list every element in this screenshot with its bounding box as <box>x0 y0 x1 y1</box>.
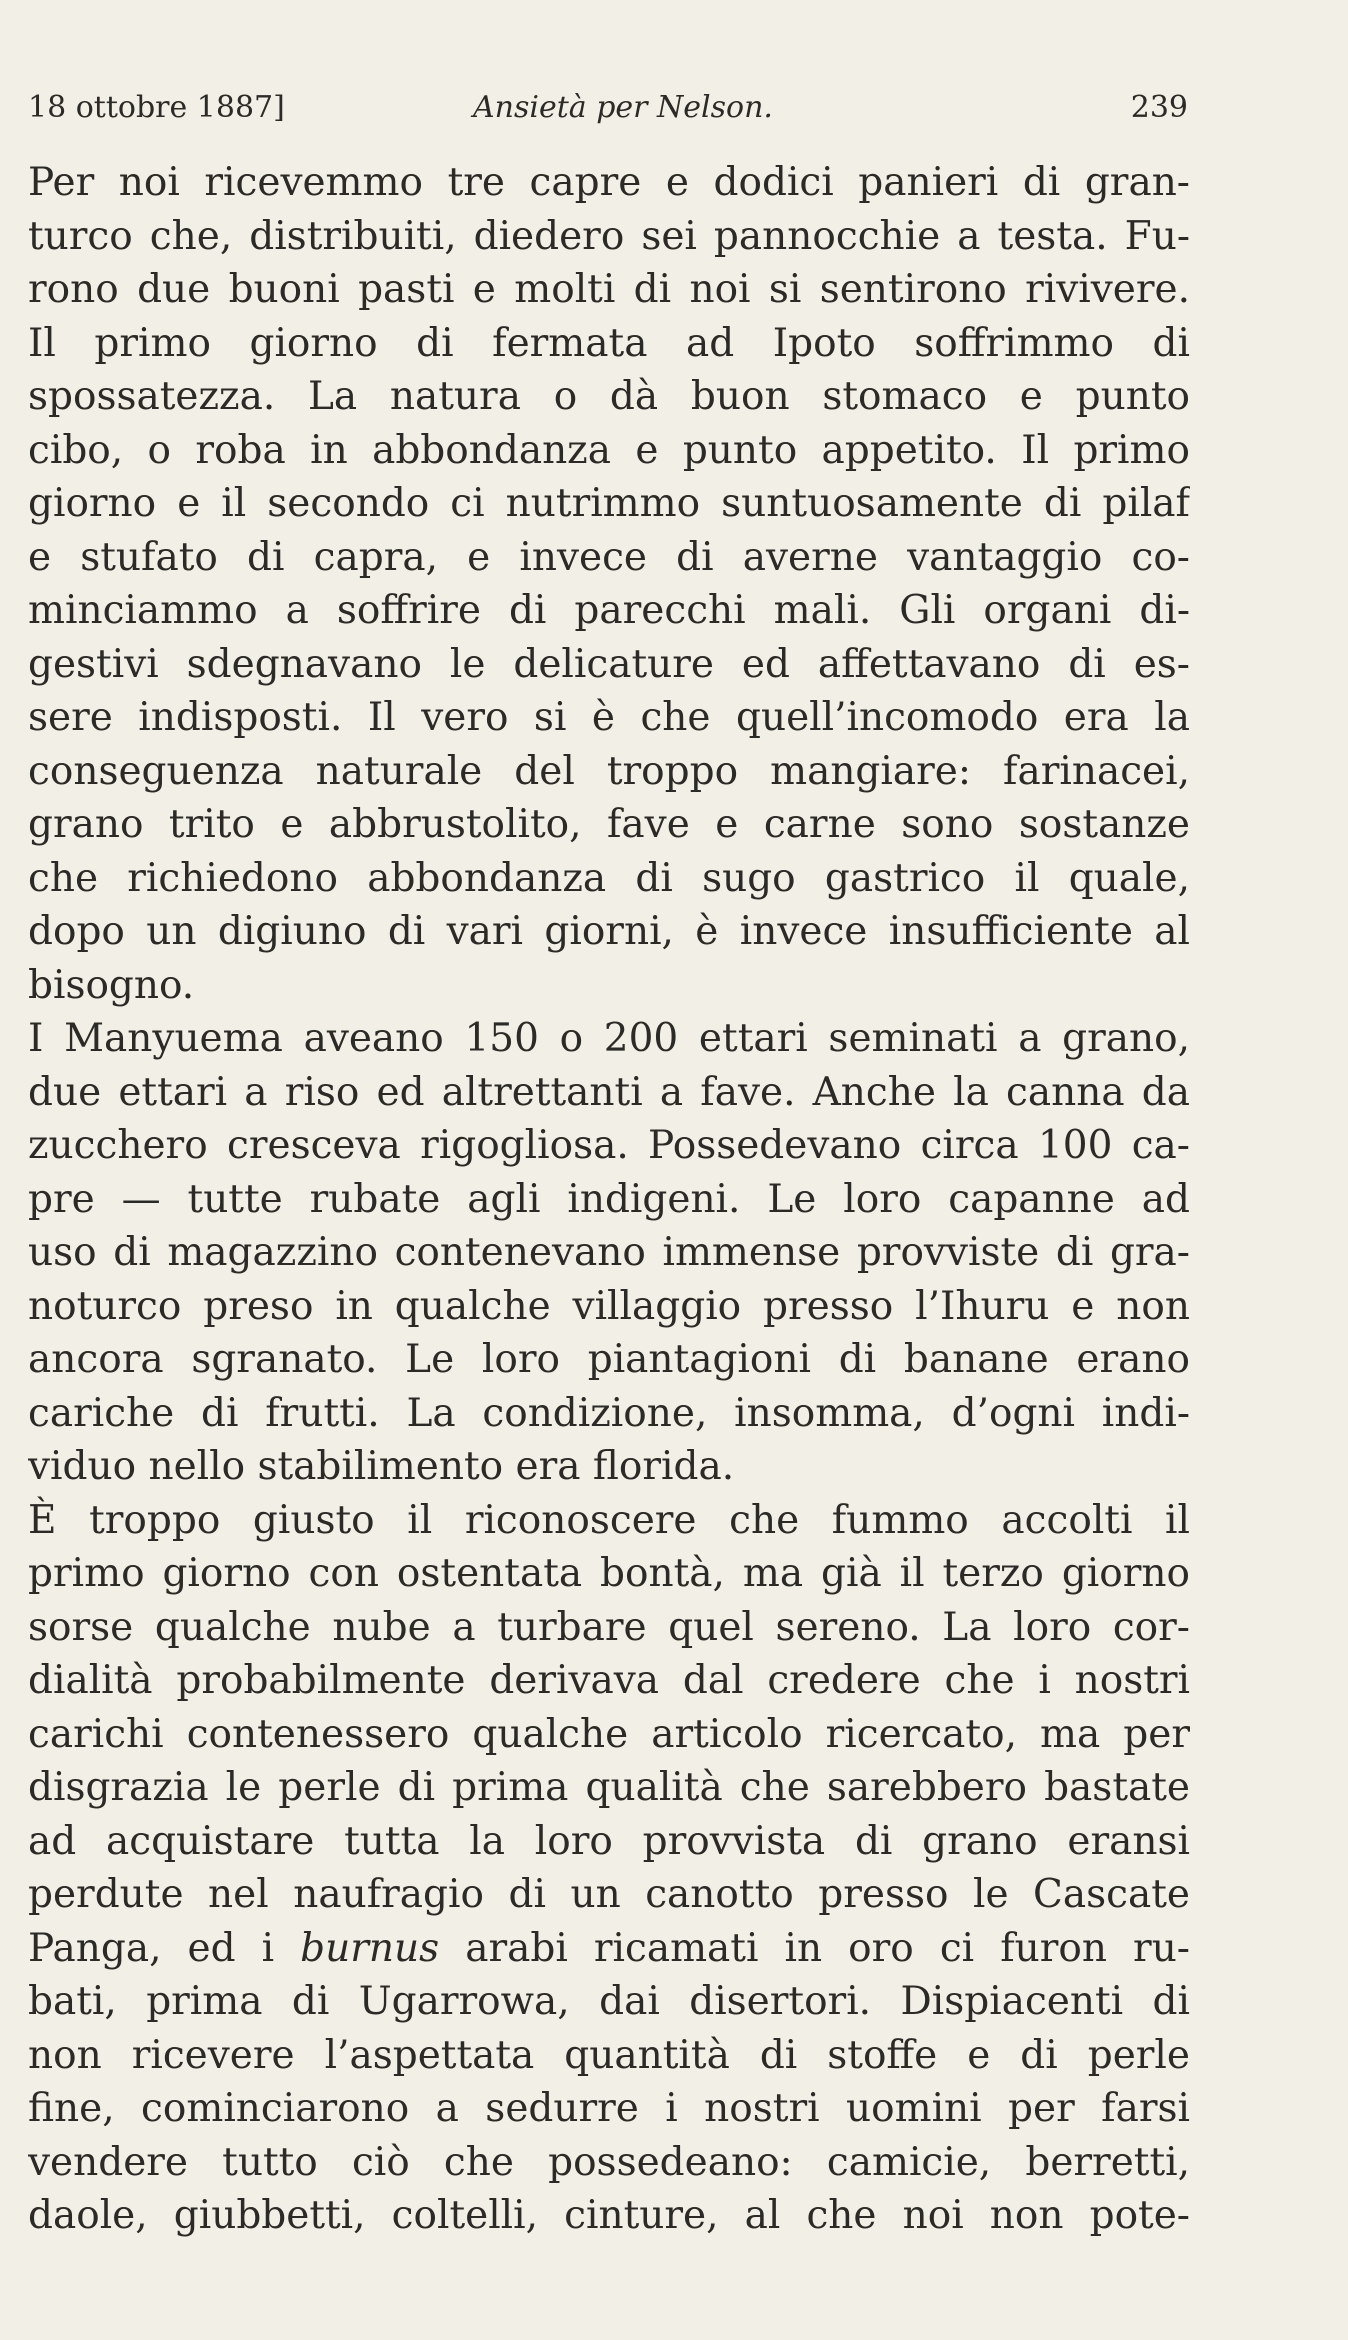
text-fragment: Panga, ed i <box>28 1925 301 1971</box>
text-line: bati, prima di Ugarrowa, dai disertori. Dispiacenti di <box>28 1979 1190 2024</box>
text-line: dopo un digiuno di vari giorni, è invece insufficiente al <box>28 909 1190 954</box>
header-title: Ansietà per Nelson. <box>473 90 773 125</box>
text-line: due ettari a riso ed altrettanti a fave. Anche la canna da <box>28 1069 1190 1115</box>
text-fragment: arabi ricamati in oro ci furon ru- <box>465 1925 1190 1971</box>
text-line: grano trito e abbrustolito, fave e carne sono sostanze <box>28 802 1190 847</box>
text-line: ad acquistare tutta la loro provvista di grano eransi <box>28 1818 1190 1864</box>
text-line: zucchero cresceva rigogliosa. Possedevano circa 100 ca- <box>28 1123 1190 1168</box>
text-line: disgrazia le perle di prima qualità che sarebbero bastate <box>28 1765 1190 1810</box>
header-date: 18 ottobre 1887] <box>28 90 285 125</box>
text-line: carichi contenessero qualche articolo ricercato, ma per <box>28 1711 1190 1757</box>
text-line: bisogno. <box>28 962 195 1008</box>
text-line: pre — tutte rubate agli indigeni. Le loro capanne ad <box>28 1176 1190 1222</box>
text-line: cariche di frutti. La condizione, insomma, d’ogni indi- <box>28 1390 1190 1436</box>
text-line: turco che, distribuiti, diedero sei pannocchie a testa. Fu- <box>28 213 1190 259</box>
text-line: noturco preso in qualche villaggio presso l’Ihuru e non <box>28 1283 1190 1329</box>
text-line: non ricevere l’aspettata quantità di stoffe e di perle <box>28 2032 1190 2078</box>
text-line: e stufato di capra, e invece di averne vantaggio co- <box>28 534 1190 580</box>
text-line-with-italic <box>28 1922 1190 1976</box>
text-line: fine, cominciarono a sedurre i nostri uomini per farsi <box>28 2086 1190 2131</box>
text-line: ancora sgranato. Le loro piantagioni di banane erano <box>28 1337 1190 1382</box>
text-line: Per noi ricevemmo tre capre e dodici panieri di gran- <box>28 160 1190 205</box>
body-text <box>28 156 1190 2243</box>
text-line: sere indisposti. Il vero si è che quell’incomodo era la <box>28 695 1190 740</box>
text-line: spossatezza. La natura o dà buon stomaco e punto <box>28 374 1190 419</box>
text-line: conseguenza naturale del troppo mangiare: farinacei, <box>28 748 1190 794</box>
text-line: È troppo giusto il riconoscere che fummo accolti il <box>28 1497 1190 1543</box>
italic-word: burnus <box>300 1925 440 1971</box>
text-line: vendere tutto ciò che possedeano: camicie, berretti, <box>28 2139 1190 2185</box>
text-line: I Manyuema aveano 150 o 200 ettari seminati a grano, <box>28 1016 1190 1061</box>
running-header <box>28 86 1188 130</box>
text-line: che richiedono abbondanza di sugo gastrico il quale, <box>28 855 1190 901</box>
page-number: 239 <box>1130 90 1188 125</box>
text-line: gestivi sdegnavano le delicature ed affettavano di es- <box>28 641 1190 687</box>
text-line: sorse qualche nube a turbare quel sereno. La loro cor- <box>28 1604 1190 1650</box>
text-line: minciammo a soffrire di parecchi mali. Gli organi di- <box>28 588 1190 633</box>
text-line: uso di magazzino contenevano immense provviste di gra- <box>28 1230 1190 1275</box>
text-line: daole, giubbetti, coltelli, cinture, al che noi non pote- <box>28 2193 1190 2238</box>
text-line: rono due buoni pasti e molti di noi si sentirono rivivere. <box>28 267 1190 312</box>
text-line: dialità probabilmente derivava dal credere che i nostri <box>28 1658 1190 1703</box>
text-line: Il primo giorno di fermata ad Ipoto soffrimmo di <box>28 320 1190 366</box>
text-line: primo giorno con ostentata bontà, ma già il terzo giorno <box>28 1551 1190 1596</box>
text-line: giorno e il secondo ci nutrimmo suntuosamente di pilaf <box>28 481 1190 526</box>
text-line: perdute nel naufragio di un canotto presso le Cascate <box>28 1872 1190 1917</box>
text-line: viduo nello stabilimento era florida. <box>28 1444 735 1489</box>
text-line: cibo, o roba in abbondanza e punto appetito. Il primo <box>28 427 1190 473</box>
